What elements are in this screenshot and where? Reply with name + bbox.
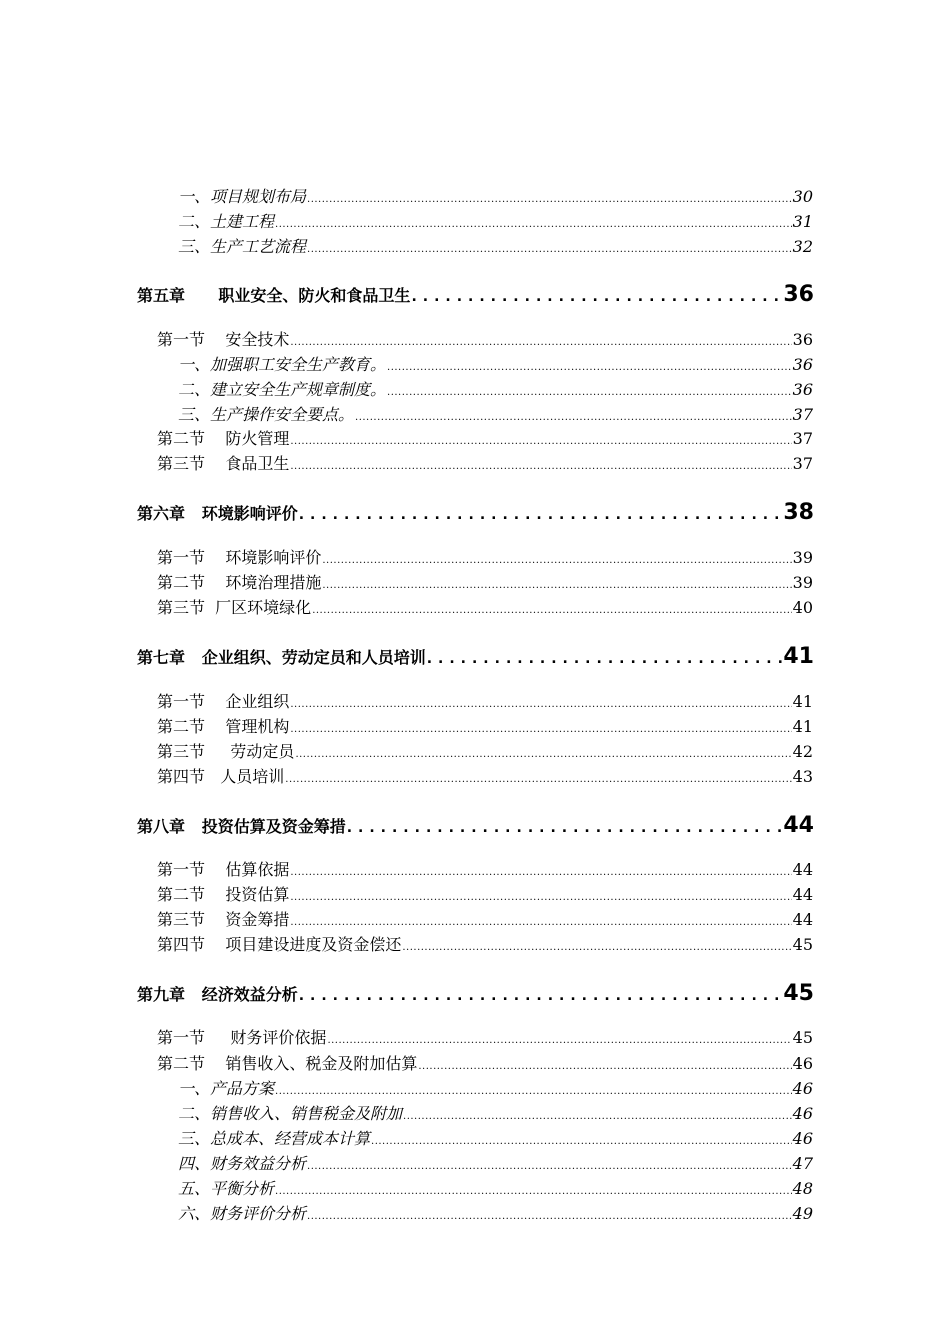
toc-entry-title: 三、生产工艺流程 [178, 237, 307, 256]
toc-section[interactable] [157, 451, 813, 474]
toc-section[interactable] [157, 739, 813, 762]
toc-page-number: 46 [792, 1129, 813, 1148]
toc-dot-leader [402, 942, 791, 953]
toc-entry-title: 第一节 安全技术 [157, 330, 290, 349]
toc-entry-title: 五、平衡分析 [178, 1179, 275, 1198]
toc-dot-leader [322, 580, 791, 591]
toc-subsection[interactable] [178, 234, 813, 257]
toc-page-number: 44 [792, 885, 813, 904]
toc-dot-leader [418, 1061, 791, 1072]
toc-subsection[interactable] [178, 377, 813, 400]
toc-dot-leader [307, 1211, 792, 1222]
toc-dot-leader [290, 461, 791, 472]
toc-entry-title: 六、财务评价分析 [178, 1204, 307, 1223]
toc-dot-leader [299, 988, 783, 1004]
toc-section[interactable] [157, 882, 813, 905]
toc-section[interactable] [157, 1025, 813, 1048]
toc-subsection[interactable] [178, 184, 813, 207]
toc-page-number: 41 [792, 717, 813, 736]
toc-page-number: 31 [792, 212, 813, 231]
toc-page-number: 36 [792, 380, 813, 399]
toc-entry-title: 第二节 防火管理 [157, 429, 290, 448]
toc-entry-title: 第三节 厂区环境绿化 [157, 598, 312, 617]
toc-chapter[interactable] [137, 981, 814, 1006]
toc-chapter[interactable] [137, 813, 814, 838]
toc-subsection[interactable] [178, 1151, 813, 1174]
toc-entry-title: 第二节 环境治理措施 [157, 573, 322, 592]
toc-entry-title: 四、财务效益分析 [178, 1154, 307, 1173]
toc-subsection[interactable] [178, 402, 813, 425]
toc-page-number: 37 [792, 405, 813, 424]
toc-entry-title: 一、产品方案 [178, 1079, 275, 1098]
toc-page-number: 48 [792, 1179, 813, 1198]
toc-entry-title: 一、加强职工安全生产教育。 [178, 355, 387, 374]
toc-entry-title: 三、生产操作安全要点。 [178, 405, 355, 424]
toc-dot-leader [275, 219, 792, 230]
toc-section[interactable] [157, 857, 813, 880]
toc-section[interactable] [157, 426, 813, 449]
toc-page-number: 32 [792, 237, 813, 256]
toc-dot-leader [275, 1186, 792, 1197]
toc-page-number: 42 [792, 742, 813, 761]
toc-subsection[interactable] [178, 352, 813, 375]
toc-dot-leader [307, 1161, 792, 1172]
toc-subsection[interactable] [178, 1076, 813, 1099]
toc-entry-title: 第二节 投资估算 [157, 885, 290, 904]
toc-entry-title: 第六章 环境影响评价 [137, 504, 298, 523]
toc-entry-title: 二、建立安全生产规章制度。 [178, 380, 387, 399]
toc-page-number: 46 [792, 1104, 813, 1123]
toc-dot-leader [290, 867, 791, 878]
toc-entry-title: 第四节 项目建设进度及资金偿还 [157, 935, 402, 954]
toc-dot-leader [403, 1111, 792, 1122]
toc-page-number: 30 [792, 187, 813, 206]
toc-page-number: 36 [783, 282, 814, 307]
toc-dot-leader [312, 605, 791, 616]
toc-entry-title: 第二节 销售收入、税金及附加估算 [157, 1054, 418, 1073]
toc-entry-title: 第八章 投资估算及资金筹措 [137, 817, 346, 836]
toc-page-number: 40 [792, 598, 813, 617]
toc-subsection[interactable] [178, 209, 813, 232]
toc-page-number: 39 [792, 573, 813, 592]
toc-chapter[interactable] [137, 282, 814, 307]
toc-dot-leader [290, 699, 791, 710]
toc-page-number: 44 [783, 813, 814, 838]
toc-dot-leader [387, 362, 792, 373]
toc-page-number: 36 [792, 330, 813, 349]
toc-page-number: 46 [792, 1079, 813, 1098]
toc-section[interactable] [157, 689, 813, 712]
toc-entry-title: 第三节 劳动定员 [157, 742, 295, 761]
toc-page-number: 45 [792, 1028, 813, 1047]
toc-entry-title: 第一节 财务评价依据 [157, 1028, 327, 1047]
toc-dot-leader [387, 387, 792, 398]
toc-entry-title: 第三节 食品卫生 [157, 454, 290, 473]
toc-dot-leader [347, 820, 783, 836]
toc-dot-leader [290, 337, 791, 348]
toc-entry-title: 第一节 企业组织 [157, 692, 290, 711]
toc-subsection[interactable] [178, 1101, 813, 1124]
toc-dot-leader [307, 194, 792, 205]
toc-section[interactable] [157, 327, 813, 350]
toc-section[interactable] [157, 907, 813, 930]
toc-page-number: 44 [792, 860, 813, 879]
toc-dot-leader [299, 507, 783, 523]
toc-dot-leader [327, 1035, 791, 1046]
toc-page-number: 46 [792, 1054, 813, 1073]
toc-page-number: 49 [792, 1204, 813, 1223]
toc-dot-leader [285, 774, 791, 785]
toc-page-number: 39 [792, 548, 813, 567]
toc-subsection[interactable] [178, 1201, 813, 1224]
toc-entry-title: 二、土建工程 [178, 212, 275, 231]
toc-dot-leader [290, 436, 791, 447]
toc-section[interactable] [157, 932, 813, 955]
toc-dot-leader [411, 289, 782, 305]
toc-section[interactable] [157, 764, 813, 787]
toc-entry-title: 第一节 环境影响评价 [157, 548, 322, 567]
toc-page-number: 37 [792, 429, 813, 448]
toc-section[interactable] [157, 714, 813, 737]
toc-page-number: 41 [792, 692, 813, 711]
toc-page-number: 36 [792, 355, 813, 374]
toc-page-number: 44 [792, 910, 813, 929]
toc-dot-leader [275, 1086, 792, 1097]
toc-section[interactable] [157, 1051, 813, 1074]
toc-dot-leader [427, 651, 783, 667]
toc-page-number: 38 [783, 500, 814, 525]
toc-page-number: 41 [783, 644, 814, 669]
toc-section[interactable] [157, 595, 813, 618]
toc-dot-leader [290, 724, 791, 735]
toc-dot-leader [307, 244, 792, 255]
toc-entry-title: 第七章 企业组织、劳动定员和人员培训 [137, 648, 426, 667]
toc-entry-title: 第一节 估算依据 [157, 860, 290, 879]
toc-page-number: 47 [792, 1154, 813, 1173]
toc-chapter[interactable] [137, 644, 814, 669]
toc-dot-leader [290, 892, 791, 903]
toc-page-number: 45 [783, 981, 814, 1006]
toc-entry-title: 第二节 管理机构 [157, 717, 290, 736]
toc-entry-title: 第九章 经济效益分析 [137, 985, 298, 1004]
toc-dot-leader [355, 412, 792, 423]
toc-subsection[interactable] [178, 1176, 813, 1199]
toc-entry-title: 第五章 职业安全、防火和食品卫生 [137, 286, 411, 305]
toc-dot-leader [290, 917, 791, 928]
toc-subsection[interactable] [178, 1126, 813, 1149]
toc-entry-title: 第三节 资金筹措 [157, 910, 290, 929]
toc-section[interactable] [157, 545, 813, 568]
toc-section[interactable] [157, 570, 813, 593]
toc-entry-title: 二、销售收入、销售税金及附加 [178, 1104, 403, 1123]
toc-dot-leader [295, 749, 791, 760]
toc-entry-title: 一、项目规划布局 [178, 187, 307, 206]
toc-entry-title: 第四节 人员培训 [157, 767, 285, 786]
toc-page-number: 37 [792, 454, 813, 473]
toc-dot-leader [371, 1136, 792, 1147]
toc-entry-title: 三、总成本、经营成本计算 [178, 1129, 371, 1148]
toc-page-number: 43 [792, 767, 813, 786]
toc-chapter[interactable] [137, 500, 814, 525]
toc-page-number: 45 [792, 935, 813, 954]
toc-dot-leader [322, 555, 791, 566]
